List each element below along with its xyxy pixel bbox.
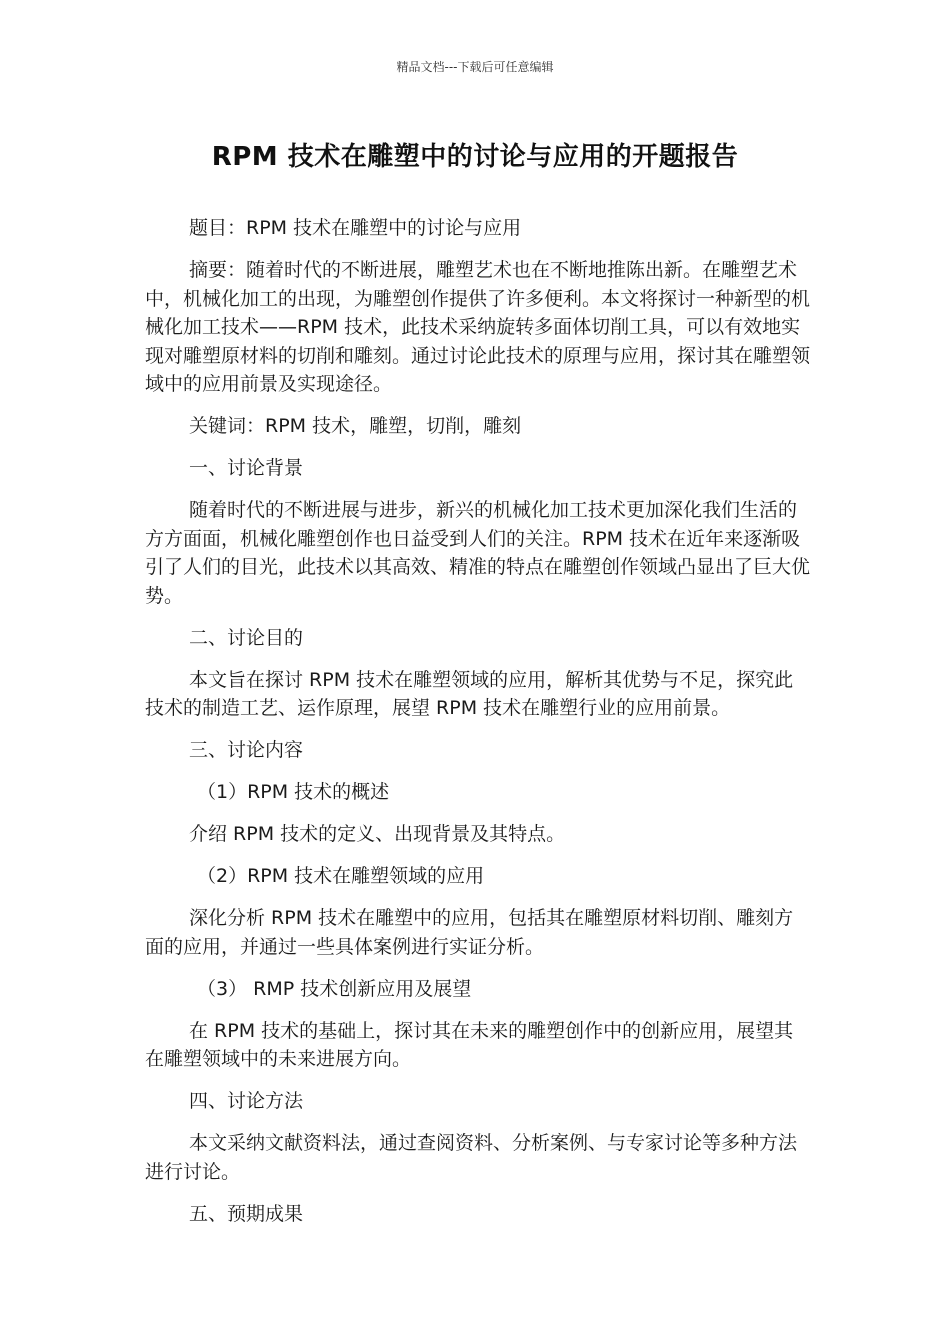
- section-heading-method: 四、讨论方法: [189, 1090, 304, 1112]
- keywords-line: 关键词：RPM 技术，雕塑，切削，雕刻: [189, 415, 522, 437]
- section-heading-expected-results: 五、预期成果: [189, 1202, 304, 1225]
- background-paragraph: 随着时代的不断进展与进步，新兴的机械化加工技术更加深化我们生活的方方面面，机械化雕塑创作也日益受到人们的关注。RPM 技术在近年来逐渐吸引了人们的目光，此技术以其高效、精准的特点在雕塑创作领域凸显出了巨大优势。: [145, 499, 811, 607]
- innovation-paragraph: 在 RPM 技术的基础上，探讨其在未来的雕塑创作中的创新应用，展望其在雕塑领域中的未来进展方向。: [145, 1019, 794, 1070]
- section-heading-purpose: 二、讨论目的: [189, 626, 304, 649]
- abstract-paragraph: 摘要：随着时代的不断进展，雕塑艺术也在不断地推陈出新。在雕塑艺术中，机械化加工的出现，为雕塑创作提供了许多便利。本文将探讨一种新型的机械化加工技术——RPM 技术，此技术采纳旋转多面体切削工具，可以有效地实现对雕塑原材料的切削和雕刻。通过讨论此技术的原理与应用，探讨其在雕塑领域中的应用前景及实现途径。: [145, 259, 811, 395]
- overview-paragraph: 介绍 RPM 技术的定义、出现背景及其特点。: [189, 823, 566, 845]
- purpose-paragraph: 本文旨在探讨 RPM 技术在雕塑领域的应用，解析其优势与不足，探究此技术的制造工艺、运作原理，展望 RPM 技术在雕塑行业的应用前景。: [145, 668, 794, 719]
- subheading-overview: （1）RPM 技术的概述: [197, 781, 390, 803]
- subheading-application: （2）RPM 技术在雕塑领域的应用: [197, 865, 485, 887]
- topic-line: 题目：RPM 技术在雕塑中的讨论与应用: [189, 217, 522, 239]
- subheading-innovation: （3） RMP 技术创新应用及展望: [197, 977, 472, 1000]
- document-title: RPM 技术在雕塑中的讨论与应用的开题报告: [211, 142, 739, 172]
- application-paragraph: 深化分析 RPM 技术在雕塑中的应用，包括其在雕塑原材料切削、雕刻方面的应用，并通过一些具体案例进行实证分析。: [145, 907, 794, 958]
- section-heading-content: 三、讨论内容: [189, 739, 304, 761]
- section-heading-background: 一、讨论背景: [189, 457, 304, 479]
- method-paragraph: 本文采纳文献资料法，通过查阅资料、分析案例、与专家讨论等多种方法进行讨论。: [145, 1132, 798, 1183]
- header-note: 精品文档---下载后可任意编辑: [396, 60, 554, 74]
- document-body: [145, 214, 810, 1242]
